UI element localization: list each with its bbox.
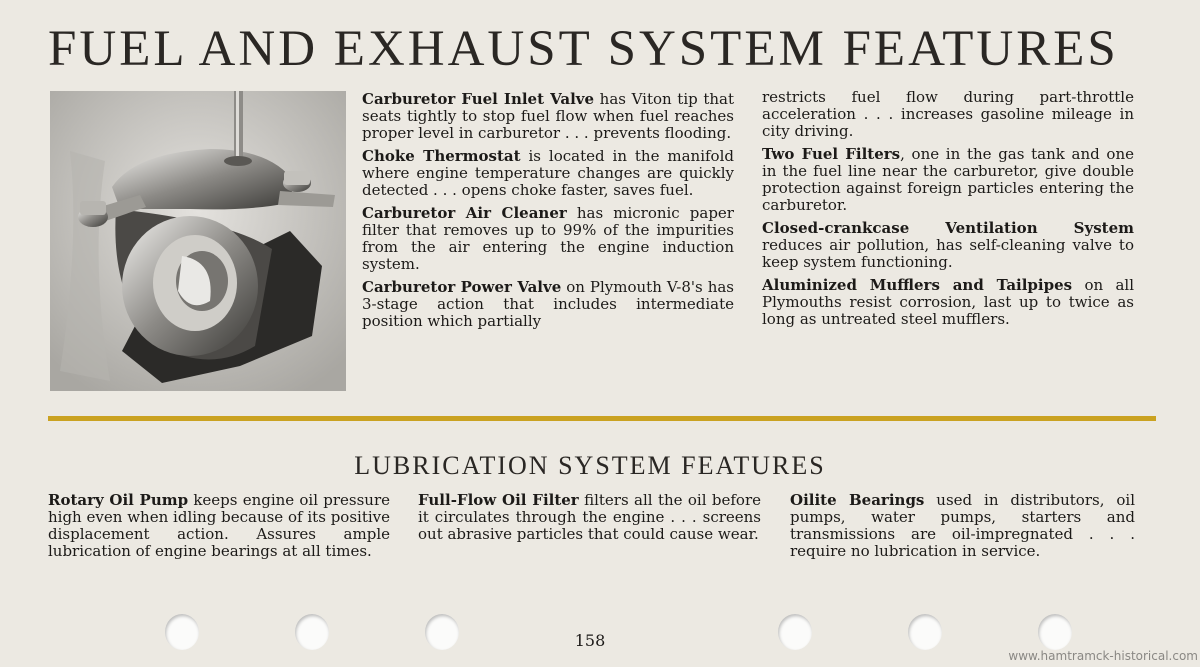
feature-term: Aluminized Mufflers and Tailpipes — [762, 276, 1073, 294]
lubrication-feature-2 — [418, 492, 761, 549]
feature-text: has micronic paper filter that removes up to 99% of the impurities from the air entering the engine induction system. — [362, 204, 734, 273]
feature-term: Carburetor Power Valve — [362, 278, 562, 296]
binder-hole — [295, 614, 329, 650]
binder-hole — [778, 614, 812, 650]
feature-paragraph — [48, 492, 390, 560]
feature-term: Oilite Bearings — [790, 491, 925, 509]
feature-text: on Plymouth V-8's has 3-stage action that includes intermediate position which partially — [362, 278, 734, 330]
feature-paragraph — [362, 91, 734, 142]
feature-text: filters all the oil before it circulates through the engine . . . screens out abrasive particles that could cause wear. — [418, 491, 761, 543]
page-number: 158 — [574, 631, 606, 650]
feature-paragraph — [762, 220, 1134, 271]
feature-text: restricts fuel flow during part-throttle acceleration . . . increases gasoline mileage in city driving. — [762, 88, 1134, 140]
feature-paragraph — [762, 146, 1134, 214]
choke-thermostat-illustration — [50, 91, 346, 391]
binder-hole — [1038, 614, 1072, 650]
feature-paragraph — [762, 89, 1134, 140]
feature-term: Closed-crankcase Ventilation System — [762, 219, 1134, 237]
feature-text: keeps engine oil pressure high even when idling because of its positive displacement action. Assures ample lubrication of engine bearings at all times. — [48, 491, 390, 560]
feature-text: is located in the manifold where engine temperature changes are quickly detected . . . opens choke faster, saves fuel. — [362, 147, 734, 199]
feature-term: Two Fuel Filters — [762, 145, 901, 163]
feature-paragraph — [418, 492, 761, 543]
fuel-features-column-1 — [362, 91, 734, 336]
carburetor-photo — [50, 91, 346, 391]
feature-paragraph — [362, 148, 734, 199]
page-title: FUEL AND EXHAUST SYSTEM FEATURES — [48, 21, 1119, 77]
binder-hole — [425, 614, 459, 650]
feature-term: Carburetor Air Cleaner — [362, 204, 567, 222]
fuel-features-column-2 — [762, 89, 1134, 334]
watermark: www.hamtramck-historical.com — [1008, 649, 1198, 663]
feature-term: Full-Flow Oil Filter — [418, 491, 579, 509]
feature-text: on all Plymouths resist corrosion, last up to twice as long as untreated steel mufflers. — [762, 276, 1135, 328]
feature-paragraph — [362, 205, 734, 273]
section-title: LUBRICATION SYSTEM FEATURES — [354, 451, 826, 480]
binder-hole — [165, 614, 199, 650]
feature-paragraph — [762, 277, 1134, 328]
feature-term: Choke Thermostat — [362, 147, 521, 165]
feature-text: has Viton tip that seats tightly to stop fuel flow when fuel reaches proper level in carburetor . . . prevents flooding. — [362, 90, 735, 142]
lubrication-feature-1 — [48, 492, 390, 566]
feature-term: Rotary Oil Pump — [48, 491, 189, 509]
binder-hole — [908, 614, 942, 650]
feature-text: , one in the gas tank and one in the fuel line near the carburetor, give double protection against foreign particles entering the carburetor. — [762, 145, 1134, 214]
feature-paragraph — [790, 492, 1135, 560]
lubrication-feature-3 — [790, 492, 1135, 566]
feature-text: used in distributors, oil pumps, water pumps, starters and transmissions are oil-impregnated . . . require no lubrication in service. — [790, 491, 1135, 560]
feature-term: Carburetor Fuel Inlet Valve — [362, 90, 595, 108]
feature-paragraph — [362, 279, 734, 330]
feature-text: reduces air pollution, has self-cleaning valve to keep system functioning. — [762, 236, 1134, 271]
section-divider — [48, 416, 1156, 421]
